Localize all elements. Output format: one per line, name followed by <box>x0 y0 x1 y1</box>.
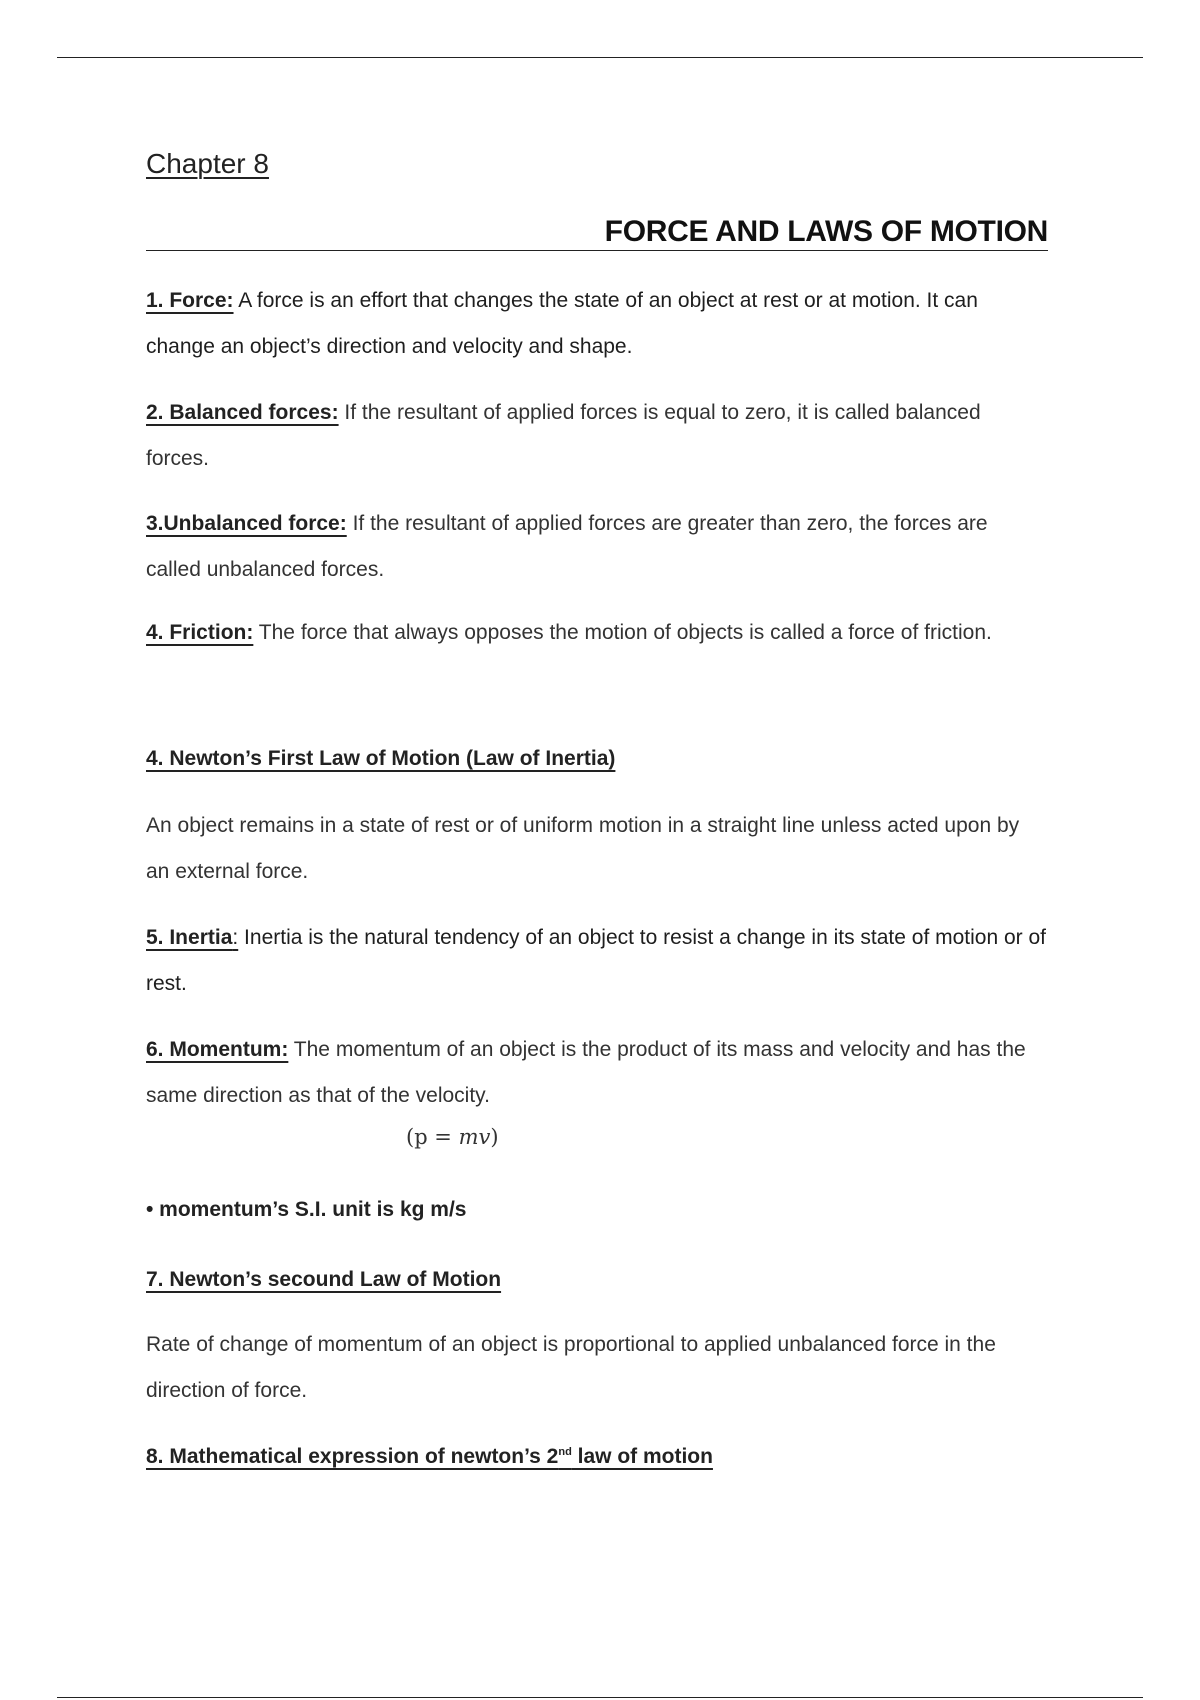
section-text: The momentum of an object is the product of its mass and velocity and has the same direction as that of the velocity. <box>146 1038 1026 1107</box>
section-inertia <box>146 915 1048 1007</box>
chapter-label: Chapter 8 <box>146 148 269 179</box>
section-text: If the resultant of applied forces are greater than zero, the forces are called unbalanced forces. <box>146 512 988 581</box>
momentum-formula <box>406 1125 499 1149</box>
section-text: If the resultant of applied forces is equal to zero, it is called balanced forces. <box>146 401 981 470</box>
section-force <box>146 278 1048 370</box>
section-text: Inertia is the natural tendency of an object to resist a change in its state of motion or of rest. <box>146 926 1047 995</box>
section-math-expression-heading <box>146 1434 1048 1480</box>
section-second-law-heading <box>146 1257 1048 1303</box>
section-second-law-text: Rate of change of momentum of an object is proportional to applied unbalanced force in the direction of force. <box>146 1333 996 1402</box>
section-unbalanced-force <box>146 501 1048 593</box>
section-heading: 3.Unbalanced force: <box>146 512 347 535</box>
section-heading: 4. Newton’s First Law of Motion (Law of Inertia) <box>146 747 616 770</box>
section-heading <box>146 1445 713 1468</box>
page-title: FORCE AND LAWS OF MOTION <box>604 215 1048 248</box>
title-bar <box>146 214 1048 251</box>
heading-start: 8. Mathematical expression of newton’s 2 <box>146 1445 559 1468</box>
section-heading-colon: : <box>232 926 239 949</box>
section-heading: 2. Balanced forces: <box>146 401 339 424</box>
section-text: The force that always opposes the motion of objects is called a force of friction. <box>253 621 992 644</box>
section-heading: 4. Friction: <box>146 621 254 644</box>
section-first-law-text: An object remains in a state of rest or of uniform motion in a straight line unless acted upon by an external force. <box>146 814 1020 883</box>
section-balanced-forces <box>146 390 1048 482</box>
section-heading: 7. Newton’s secound Law of Motion <box>146 1268 502 1291</box>
heading-end: law of motion <box>571 1445 713 1468</box>
momentum-unit-bullet: • momentum’s S.I. unit is kg m/s <box>146 1198 467 1221</box>
section-heading: 5. Inertia <box>146 926 233 949</box>
section-text: A force is an effort that changes the state of an object at rest or at motion. It can change an object’s direction and velocity and shape. <box>146 289 978 358</box>
top-rule <box>57 57 1143 58</box>
section-heading: 6. Momentum: <box>146 1038 289 1061</box>
section-first-law-heading <box>146 736 1048 782</box>
section-friction <box>146 612 1048 654</box>
section-heading: 1. Force: <box>146 289 234 312</box>
bottom-rule <box>57 1697 1143 1698</box>
formula-variable: mv <box>458 1125 491 1149</box>
ordinal-superscript: nd <box>558 1446 572 1458</box>
section-momentum <box>146 1027 1048 1119</box>
formula-right: ) <box>490 1125 499 1149</box>
formula-left: (p = <box>406 1125 459 1149</box>
